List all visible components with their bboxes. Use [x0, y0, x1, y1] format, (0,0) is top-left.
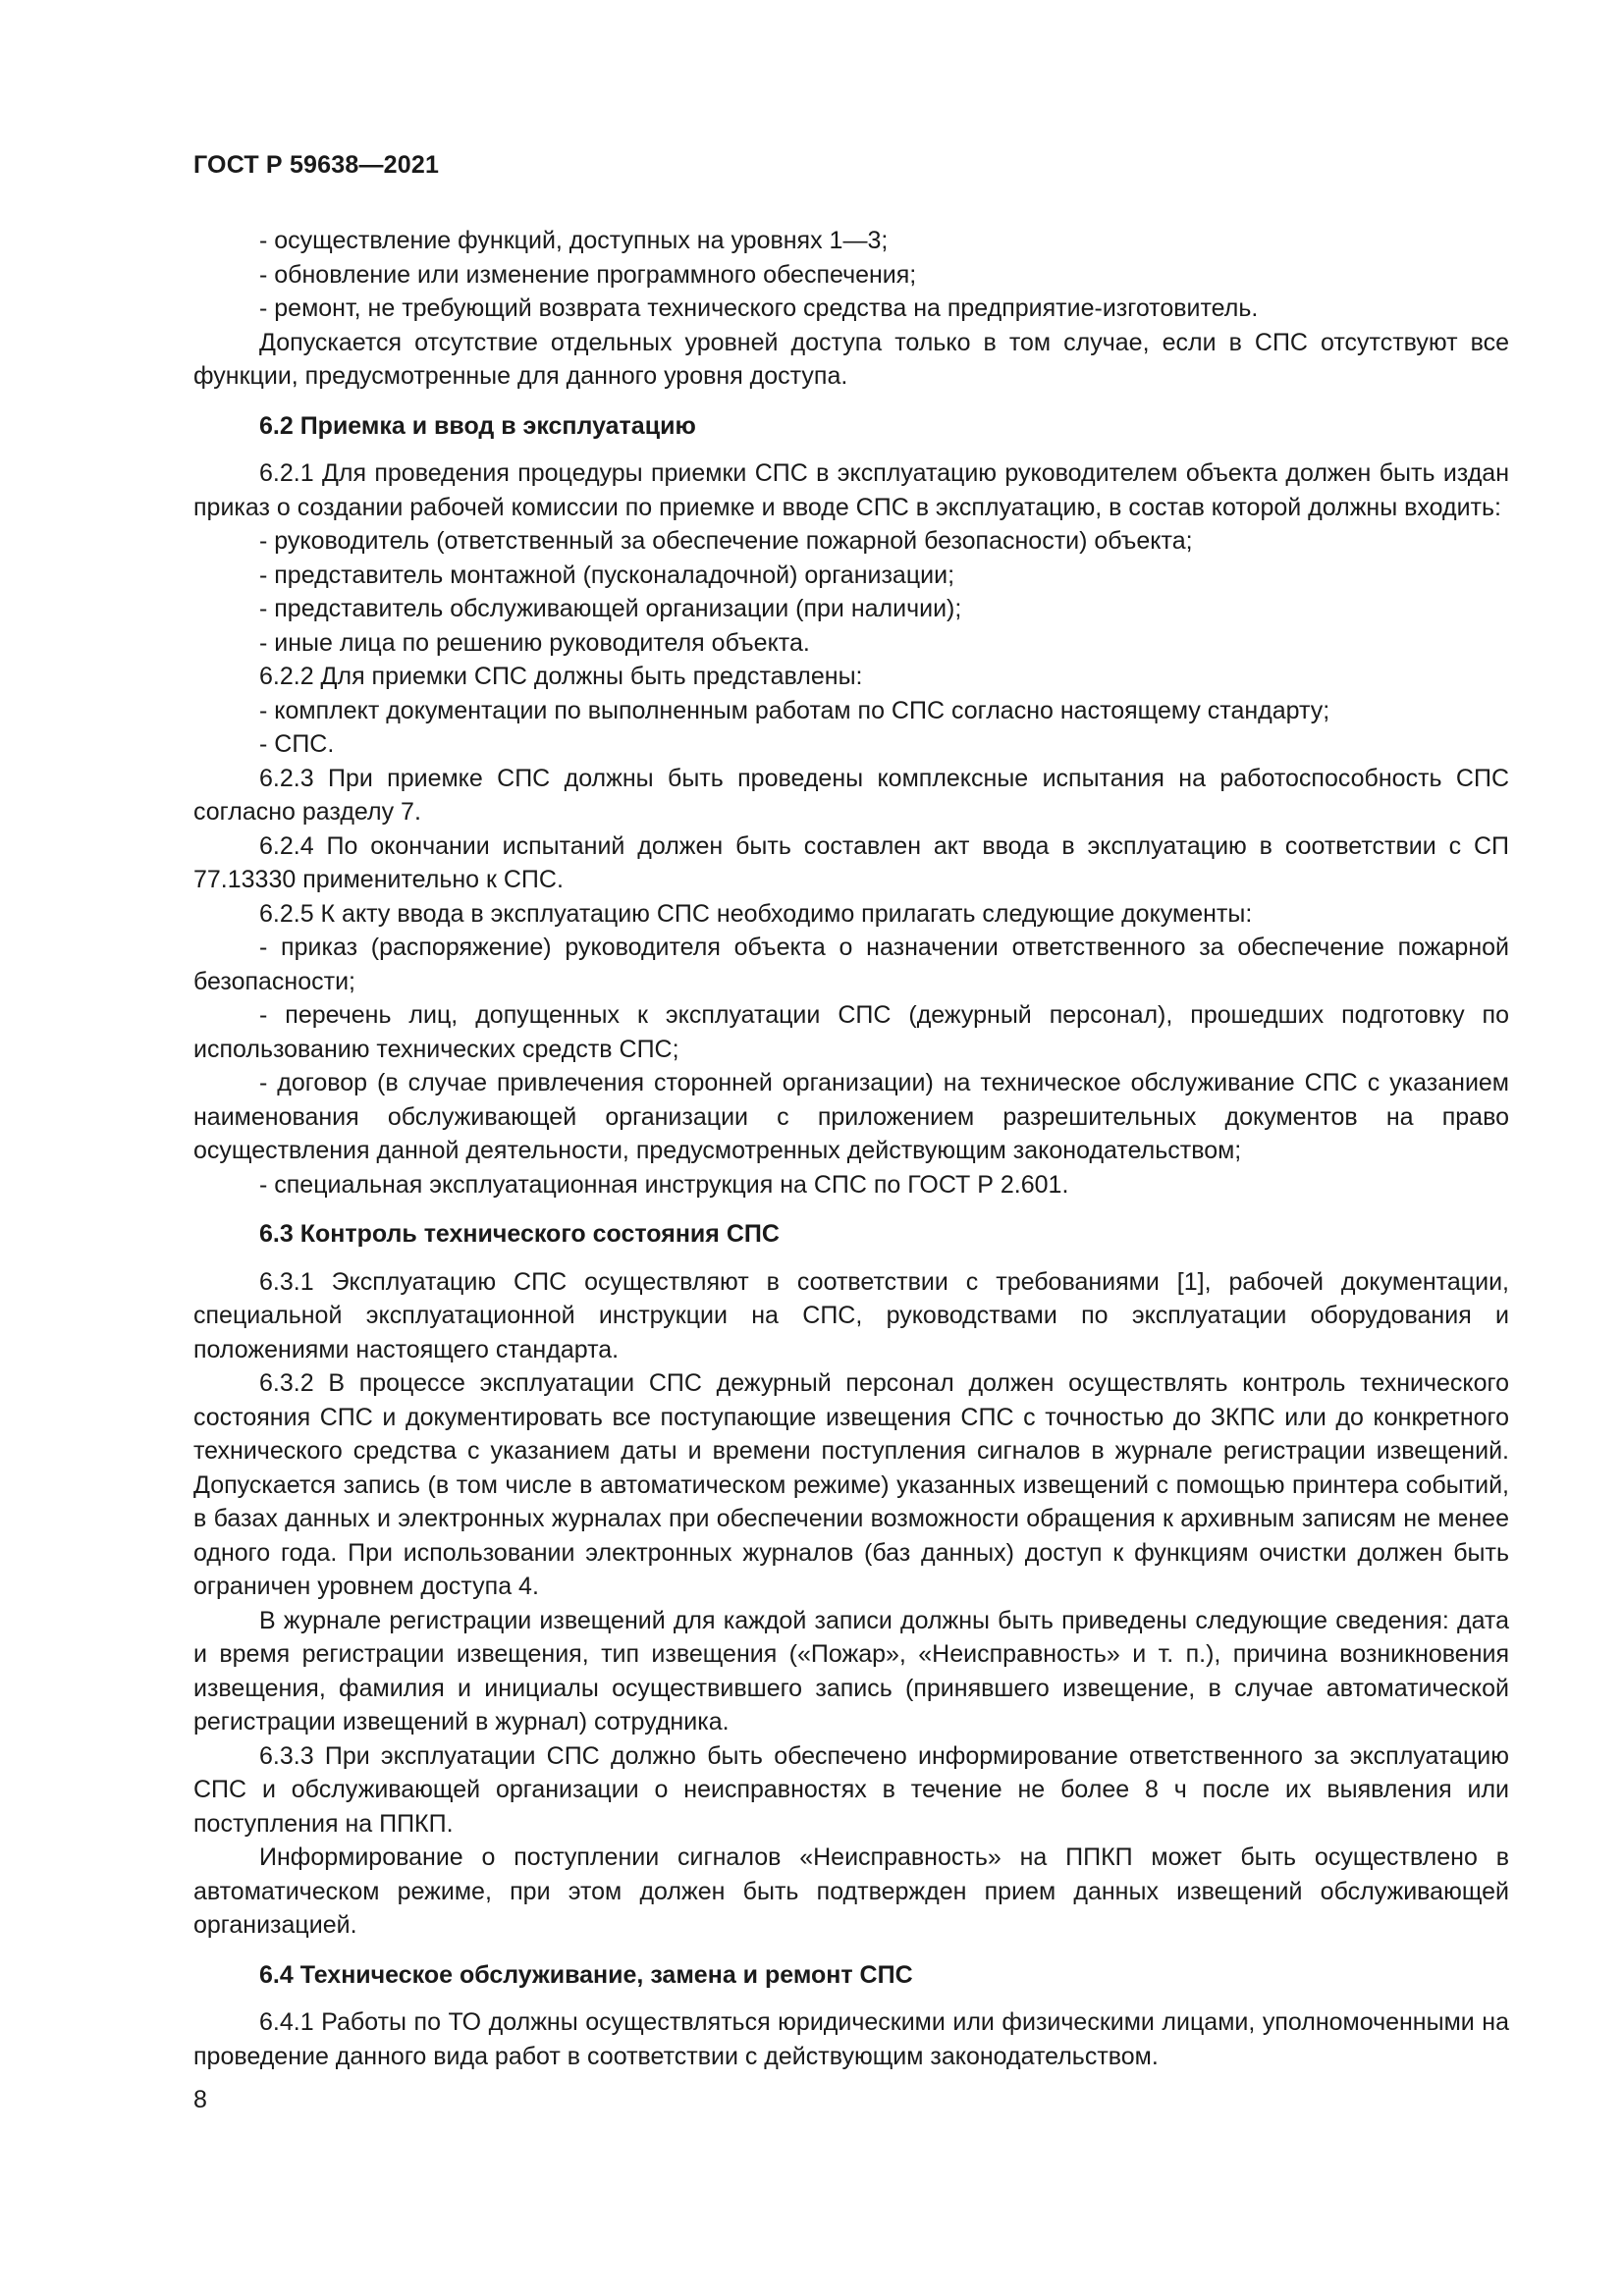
- document-body: [193, 224, 1509, 2073]
- list-item: - иные лица по решению руководителя объекта.: [259, 628, 810, 657]
- section-heading-6-4: 6.4 Техническое обслуживание, замена и ремонт СПС: [259, 1960, 913, 1989]
- list-item: - осуществление функций, доступных на уровнях 1—3;: [259, 227, 889, 254]
- paragraph: 6.3.2 В процессе эксплуатации СПС дежурный персонал должен осуществлять контроль технического состояния СПС и документировать все поступающие извещения СПС с точностью до ЗКПС или до конкретного технического средства с указанием даты и времени поступления сигналов в журнале регистрации извещений. Допускается запись (в том числе в автоматическом режиме) указанных извещений с помощью принтера событий, в базах данных и электронных журналах при обеспечении возможности обращения к архивным записям не менее одного года. При использовании электронных журналов (баз данных) доступ к функциям очистки должен быть ограничен уровнем доступа 4.: [193, 1369, 1509, 1600]
- list-item: - обновление или изменение программного обеспечения;: [259, 260, 917, 289]
- list-item: - перечень лиц, допущенных к эксплуатации СПС (дежурный персонал), прошедших подготовку по использованию технических средств СПС;: [193, 1001, 1509, 1063]
- paragraph: В журнале регистрации извещений для каждой записи должны быть приведены следующие сведения: дата и время регистрации извещения, тип извещения («Пожар», «Неисправность» и т. п.), причина возникновения извещения, фамилия и инициалы осуществившего запись (принявшего извещение, в случае автоматической регистрации извещений в журнал) сотрудника.: [193, 1606, 1509, 1735]
- paragraph: 6.4.1 Работы по ТО должны осуществляться юридическими или физическими лицами, уполномоченными на проведение данного вида работ в соответствии с действующим законодательством.: [193, 2008, 1509, 2070]
- list-item: - представитель обслуживающей организации (при наличии);: [259, 595, 962, 622]
- paragraph: 6.2.5 К акту ввода в эксплуатацию СПС необходимо прилагать следующие документы:: [259, 899, 1253, 928]
- paragraph: Информирование о поступлении сигналов «Неисправность» на ППКП может быть осуществлено в автоматическом режиме, при этом должен быть подтвержден прием данных извещений обслуживающей организацией.: [193, 1843, 1509, 1939]
- list-item: - руководитель (ответственный за обеспечение пожарной безопасности) объекта;: [259, 527, 1193, 555]
- paragraph: 6.2.4 По окончании испытаний должен быть составлен акт ввода в эксплуатацию в соответствии с СП 77.13330 применительно к СПС.: [193, 831, 1509, 893]
- page-number: 8: [193, 2086, 207, 2113]
- list-item: - комплект документации по выполненным работам по СПС согласно настоящему стандарту;: [259, 696, 1330, 724]
- paragraph: 6.2.2 Для приемки СПС должны быть представлены:: [259, 663, 863, 690]
- section-heading-6-3: 6.3 Контроль технического состояния СПС: [259, 1220, 780, 1248]
- list-item: - договор (в случае привлечения сторонней организации) на техническое обслуживание СПС с указанием наименования обслуживающей организации с приложением разрешительных документов на право осуществления данной деятельности, предусмотренных действующим законодательством;: [193, 1069, 1509, 1164]
- paragraph: 6.2.3 При приемке СПС должны быть проведены комплексные испытания на работоспособность СПС согласно разделу 7.: [193, 764, 1509, 826]
- list-item: - приказ (распоряжение) руководителя объекта о назначении ответственного за обеспечение пожарной безопасности;: [193, 934, 1509, 995]
- list-item: - ремонт, не требующий возврата технического средства на предприятие-изготовитель.: [259, 294, 1259, 322]
- paragraph: 6.3.1 Эксплуатацию СПС осуществляют в соответствии с требованиями [1], рабочей документации, специальной эксплуатационной инструкции на СПС, руководствами по эксплуатации оборудования и положениями настоящего стандарта.: [193, 1267, 1509, 1363]
- list-item: - СПС.: [259, 730, 335, 758]
- paragraph: 6.2.1 Для проведения процедуры приемки СПС в эксплуатацию руководителем объекта должен быть издан приказ о создании рабочей комиссии по приемке и вводе СПС в эксплуатацию, в состав которой должны входить:: [193, 459, 1509, 521]
- section-heading-6-2: 6.2 Приемка и ввод в эксплуатацию: [259, 411, 696, 440]
- paragraph: 6.3.3 При эксплуатации СПС должно быть обеспечено информирование ответственного за эксплуатацию СПС и обслуживающей организации о неисправностях в течение не более 8 ч после их выявления или поступления на ППКП.: [193, 1741, 1509, 1838]
- document-header: ГОСТ Р 59638—2021: [193, 151, 440, 179]
- list-item: - представитель монтажной (пусконаладочной) организации;: [259, 561, 955, 589]
- list-item: - специальная эксплуатационная инструкция на СПС по ГОСТ Р 2.601.: [259, 1170, 1069, 1199]
- paragraph: Допускается отсутствие отдельных уровней доступа только в том случае, если в СПС отсутствуют все функции, предусмотренные для данного уровня доступа.: [193, 328, 1509, 390]
